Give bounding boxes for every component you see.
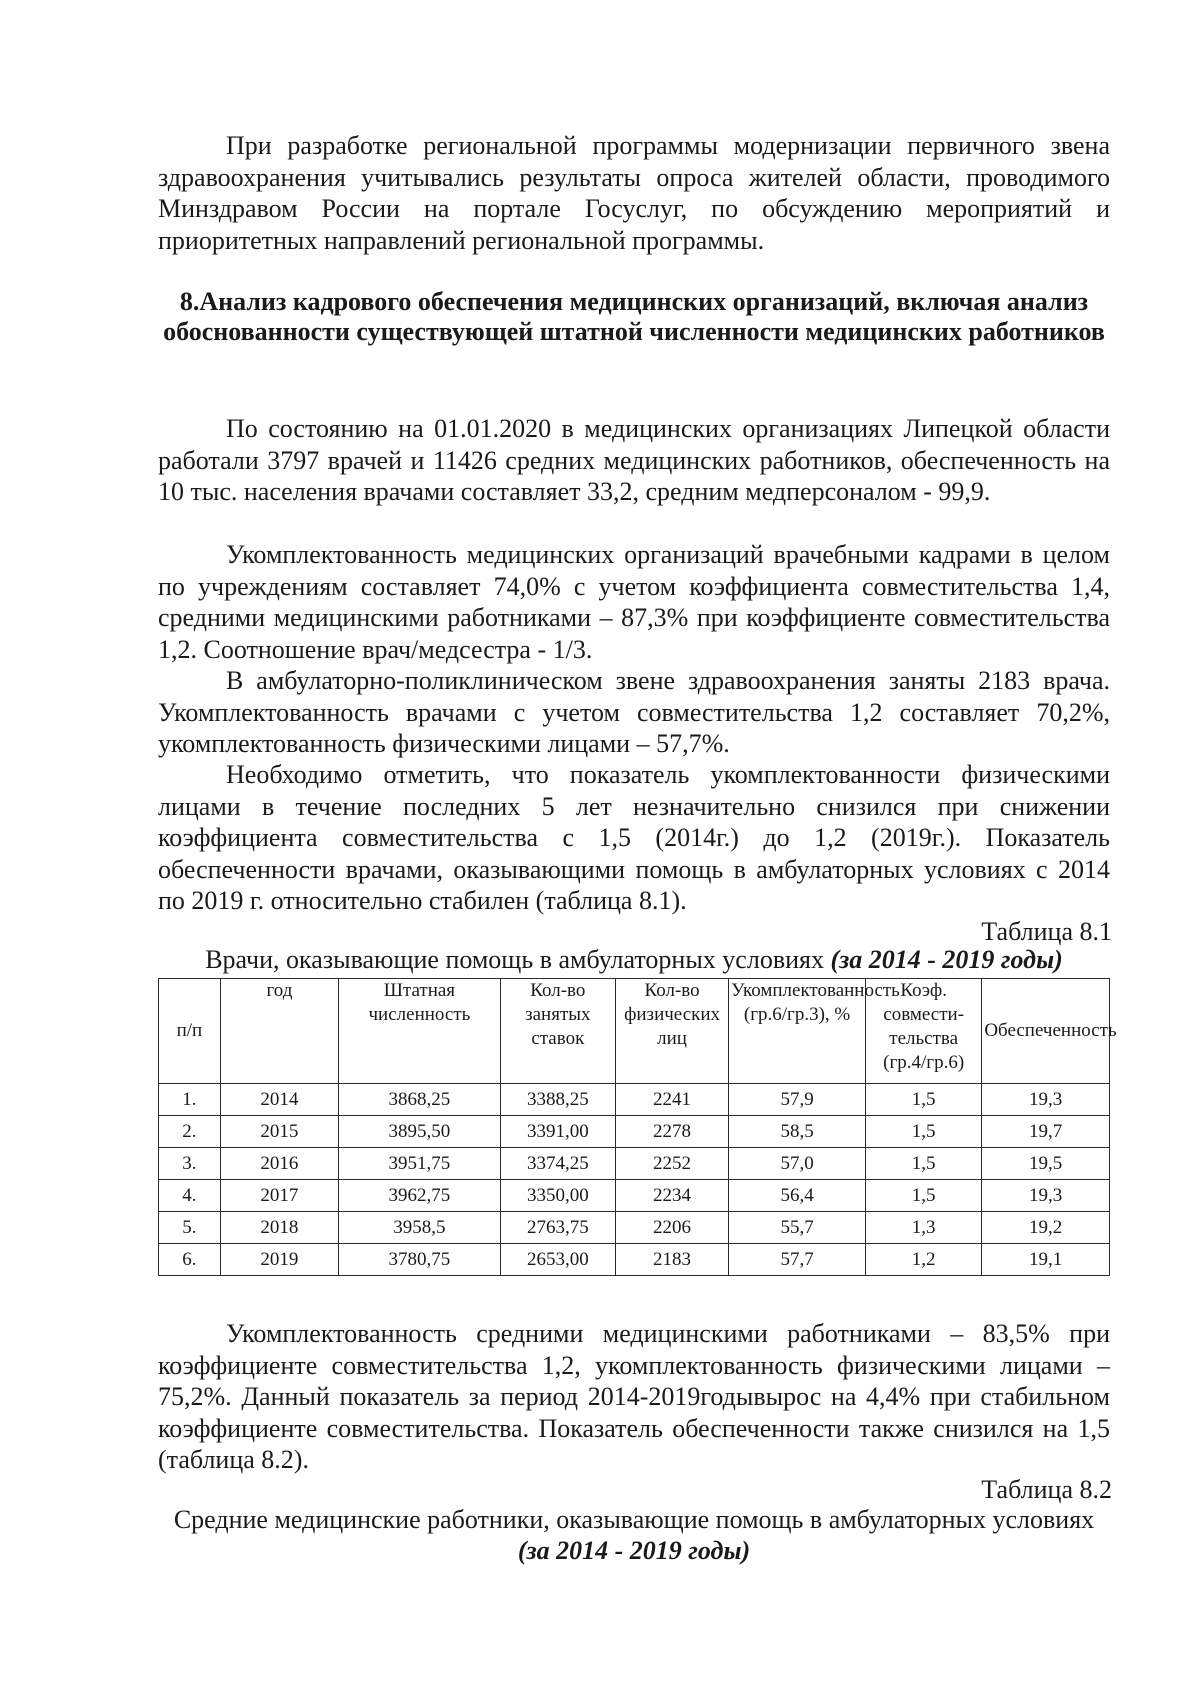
table-cell: 2234 bbox=[615, 1180, 728, 1212]
doctors-table bbox=[158, 978, 1117, 1276]
col-header-staff: Штатная численность bbox=[339, 979, 501, 1084]
table-cell: 55,7 bbox=[729, 1212, 866, 1244]
col-header-completeness: Укомплектованность (гр.6/гр.3), % bbox=[729, 979, 866, 1084]
table-cell: 1,3 bbox=[866, 1212, 982, 1244]
table-cell: 19,7 bbox=[982, 1116, 1110, 1148]
table-cell: 58,5 bbox=[729, 1116, 866, 1148]
table-cell: 56,4 bbox=[729, 1180, 866, 1212]
table-cell: 1,5 bbox=[866, 1116, 982, 1148]
table-cell: 1,5 bbox=[866, 1084, 982, 1116]
table-cell: 57,7 bbox=[729, 1244, 866, 1276]
table-cell: 19,3 bbox=[982, 1180, 1110, 1212]
table-cell: 1,2 bbox=[866, 1244, 982, 1276]
table-cell: 57,0 bbox=[729, 1148, 866, 1180]
table-cell: 2183 bbox=[615, 1244, 728, 1276]
table-cell: 5. bbox=[159, 1212, 221, 1244]
table-cell: 2014 bbox=[220, 1084, 338, 1116]
table-8-1-caption-years: (за 2014 - 2019 годы) bbox=[830, 945, 1063, 974]
table-cell: 1,5 bbox=[866, 1148, 982, 1180]
table-8-2-caption-years-line bbox=[158, 1536, 1110, 1566]
table-cell: 2018 bbox=[220, 1212, 338, 1244]
col-header-coefficient: Коэф. совмести-тельства (гр.4/гр.6) bbox=[866, 979, 982, 1084]
table-cell: 3. bbox=[159, 1148, 221, 1180]
table-row bbox=[159, 1212, 1110, 1244]
table-cell: 2019 bbox=[220, 1244, 338, 1276]
table-cell: 2. bbox=[159, 1116, 221, 1148]
table-8-1-label: Таблица 8.1 bbox=[981, 917, 1112, 946]
table-cell: 19,5 bbox=[982, 1148, 1110, 1180]
table-cell: 2763,75 bbox=[500, 1212, 615, 1244]
section-heading: 8.Анализ кадрового обеспечения медицинских организаций, включая анализ обоснованности существующей штатной численности медицинских работников bbox=[163, 287, 1105, 346]
table-cell: 3958,5 bbox=[339, 1212, 501, 1244]
table-cell: 1. bbox=[159, 1084, 221, 1116]
table-cell: 6. bbox=[159, 1244, 221, 1276]
intro-paragraph: При разработке региональной программы модернизации первичного звена здравоохранения учитывались результаты опроса жителей области, проводимого Минздравом России на портале Госуслуг, по обсуждению мероприятий и приоритетных направлений региональной программы. bbox=[158, 131, 1110, 255]
table-8-2-label: Таблица 8.2 bbox=[981, 1475, 1112, 1504]
table-cell: 2653,00 bbox=[500, 1244, 615, 1276]
table-cell: 19,2 bbox=[982, 1212, 1110, 1244]
table-8-1-caption-main: Врачи, оказывающие помощь в амбулаторных условиях bbox=[205, 945, 831, 974]
col-header-provision: Обеспеченность bbox=[982, 979, 1110, 1084]
table-header-row bbox=[159, 979, 1110, 1084]
paragraph-staffing-stats: По состоянию на 01.01.2020 в медицинских организациях Липецкой области работали 3797 врачей и 11426 средних медицинских работников, обеспеченность на 10 тыс. населения врачами составляет 33,2, средним медперсоналом - 99,9. bbox=[158, 414, 1110, 506]
table-cell: 2015 bbox=[220, 1116, 338, 1148]
table-8-2-caption: Средние медицинские работники, оказывающие помощь в амбулаторных условиях bbox=[173, 1505, 1095, 1534]
paragraph-completeness: Укомплектованность медицинских организаций врачебными кадрами в целом по учреждениям составляет 74,0% с учетом коэффициента совместительства 1,4, средними медицинскими работниками – 87,3% при коэффициенте совместительства 1,2. Соотношение врач/медсестра - 1/3. bbox=[158, 540, 1110, 664]
table-row bbox=[159, 1084, 1110, 1116]
paragraph-trend: Необходимо отметить, что показатель укомплектованности физическими лицами в течение последних 5 лет незначительно снизился при снижении коэффициента совместительства с 1,5 (2014г.) до 1,2 (2019г.). Показатель обеспеченности врачами, оказывающими помощь в амбулаторных условиях с 2014 по 2019 г. относительно стабилен (таблица 8.1). bbox=[158, 760, 1110, 915]
table-cell: 19,3 bbox=[982, 1084, 1110, 1116]
table-cell: 2206 bbox=[615, 1212, 728, 1244]
table-cell: 3951,75 bbox=[339, 1148, 501, 1180]
table-cell: 3780,75 bbox=[339, 1244, 501, 1276]
table-cell: 19,1 bbox=[982, 1244, 1110, 1276]
table-cell: 2252 bbox=[615, 1148, 728, 1180]
col-header-persons: Кол-во физических лиц bbox=[615, 979, 728, 1084]
table-cell: 3388,25 bbox=[500, 1084, 615, 1116]
table-cell: 2241 bbox=[615, 1084, 728, 1116]
table-cell: 57,9 bbox=[729, 1084, 866, 1116]
col-header-occupied: Кол-во занятых ставок bbox=[500, 979, 615, 1084]
table-cell: 2278 bbox=[615, 1116, 728, 1148]
table-8-2-caption-years: (за 2014 - 2019 годы) bbox=[517, 1536, 751, 1565]
table-row bbox=[159, 1180, 1110, 1212]
table-cell: 3895,50 bbox=[339, 1116, 501, 1148]
col-header-num: п/п bbox=[159, 979, 221, 1084]
table-cell: 2016 bbox=[220, 1148, 338, 1180]
table-row bbox=[159, 1244, 1110, 1276]
table-cell: 3374,25 bbox=[500, 1148, 615, 1180]
table-row bbox=[159, 1116, 1110, 1148]
table-cell: 3868,25 bbox=[339, 1084, 501, 1116]
paragraph-outpatient: В амбулаторно-поликлиническом звене здравоохранения заняты 2183 врача. Укомплектованность врачами с учетом совместительства 1,2 составляет 70,2%, укомплектованность физическими лицами – 57,7%. bbox=[158, 666, 1110, 758]
table-row bbox=[159, 1148, 1110, 1180]
table-cell: 3391,00 bbox=[500, 1116, 615, 1148]
table-cell: 4. bbox=[159, 1180, 221, 1212]
table-cell: 1,5 bbox=[866, 1180, 982, 1212]
table-cell: 3350,00 bbox=[500, 1180, 615, 1212]
paragraph-nurses: Укомплектованность средними медицинскими работниками – 83,5% при коэффициенте совместительства 1,2, укомплектованность физическими лицами – 75,2%. Данный показатель за период 2014-2019годывырос на 4,4% при стабильном коэффициенте совместительства. Показатель обеспеченности также снизился на 1,5 (таблица 8.2). bbox=[158, 1319, 1110, 1474]
table-cell: 2017 bbox=[220, 1180, 338, 1212]
col-header-year: год bbox=[220, 979, 338, 1084]
table-cell: 3962,75 bbox=[339, 1180, 501, 1212]
table-8-1-caption bbox=[158, 945, 1110, 975]
